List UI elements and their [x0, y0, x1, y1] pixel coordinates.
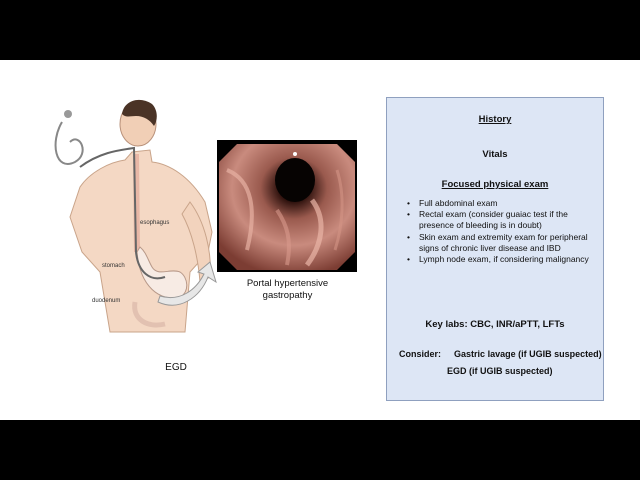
consider-row-2 — [447, 366, 553, 376]
egd-illustration — [40, 92, 220, 347]
label-esophagus: esophagus — [140, 220, 170, 226]
key-labs — [387, 319, 603, 330]
consider-item-2: EGD (if UGIB suspected) — [447, 366, 553, 376]
vitals-heading: Vitals — [482, 149, 508, 160]
list-item: • Full abdominal exam — [407, 198, 498, 208]
egd-caption: EGD — [165, 362, 187, 373]
consider-item-1: Gastric lavage (if UGIB suspected) — [454, 349, 602, 359]
endoscopy-caption-line2: gastropathy — [262, 290, 313, 301]
consider-label: Consider: — [399, 349, 442, 359]
workup-box — [386, 97, 604, 401]
list-item: • Lymph node exam, if considering malignancy — [407, 254, 589, 265]
labs-value: CBC, INR/aPTT, LFTs — [470, 319, 565, 330]
list-item: • Skin exam and extremity exam for peripheral signs of chronic liver disease and IBD — [407, 231, 588, 253]
consider-row — [399, 349, 602, 359]
endoscopy-image — [217, 140, 357, 272]
endoscopy-caption — [220, 278, 355, 302]
history-heading: History — [478, 114, 512, 125]
label-duodenum: duodenum — [92, 298, 121, 304]
labs-label: Key labs: — [425, 319, 468, 330]
list-item: • Rectal exam (consider guaiac test if the presence of bleeding is in doubt) — [407, 209, 568, 231]
exam-heading: Focused physical exam — [441, 179, 549, 190]
endoscopy-caption-line1: Portal hypertensive — [246, 278, 329, 289]
exam-list — [407, 198, 597, 265]
label-stomach: stomach — [102, 263, 125, 269]
